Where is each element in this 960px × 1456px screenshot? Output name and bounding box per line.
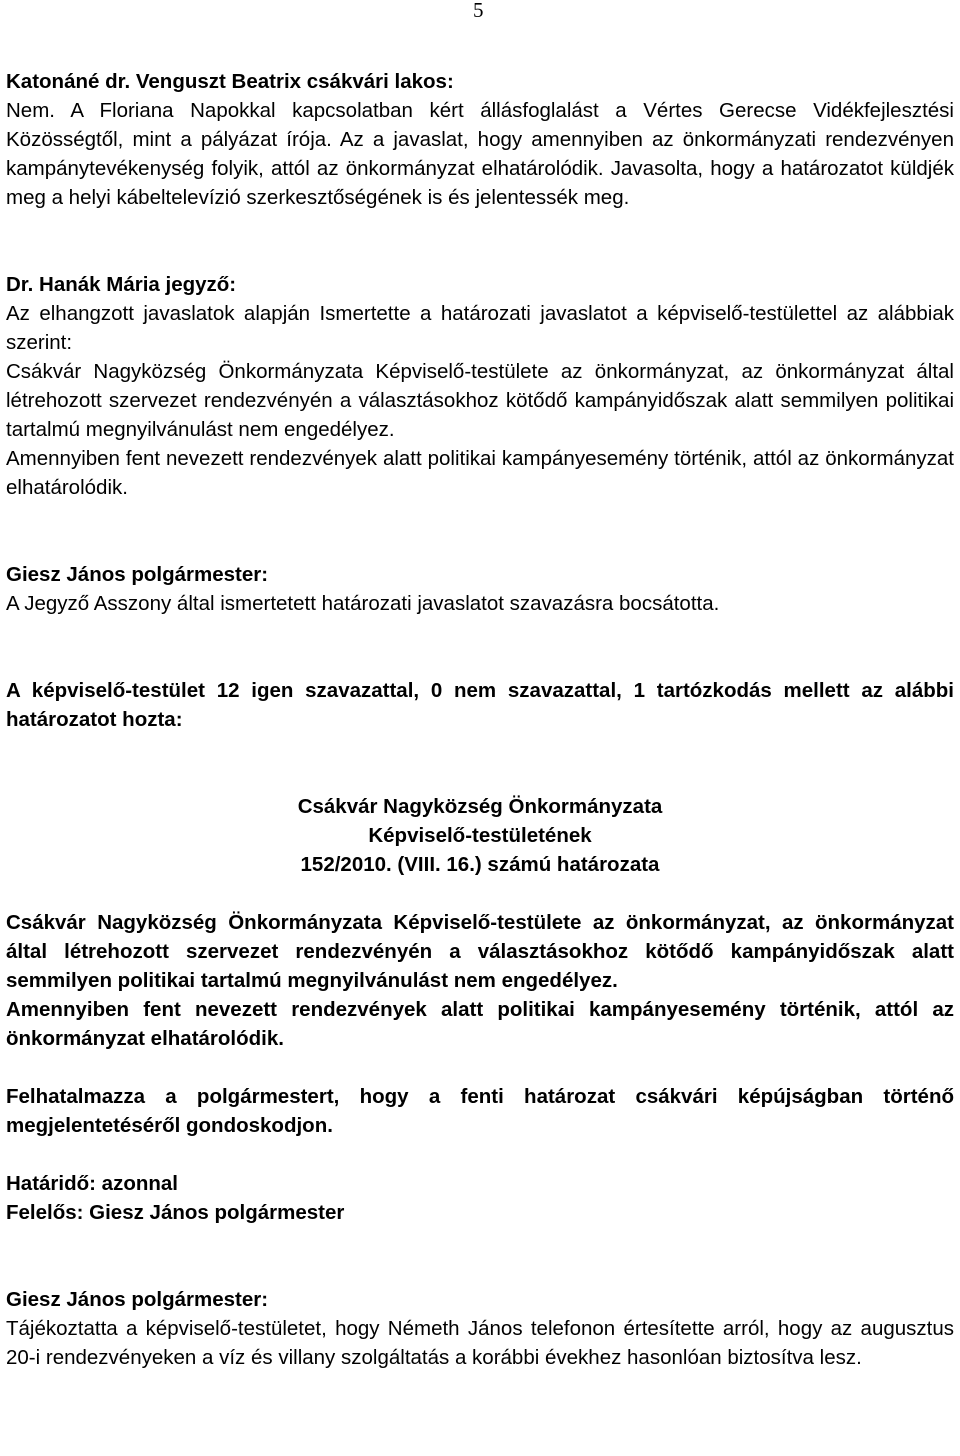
- resolution-deadline: Határidő: azonnal: [6, 1172, 178, 1195]
- resolution-paragraph: Amennyiben fent nevezett rendezvények alatt politikai kampányesemény történik, attól az önkormányzat elhatárolódik.: [6, 998, 954, 1050]
- page-number: 5: [473, 0, 484, 22]
- paragraph: Az elhangzott javaslatok alapján Ismertette a határozati javaslatot a képviselő-testülettel az alábbiak szerint:: [6, 302, 954, 354]
- section-giesz-1: [6, 560, 954, 618]
- resolution-responsible: Felelős: Giesz János polgármester: [6, 1201, 345, 1224]
- resolution-title-line: Képviselő-testületének: [368, 824, 592, 847]
- document-body: [6, 67, 954, 1372]
- speaker-heading: Giesz János polgármester:: [6, 563, 269, 586]
- paragraph: A Jegyző Asszony által ismertetett határozati javaslatot szavazásra bocsátotta.: [6, 592, 720, 615]
- resolution-paragraph: Csákvár Nagyközség Önkormányzata Képviselő-testülete az önkormányzat, az önkormányzat által létrehozott szervezet rendezvényén a választásokhoz kötődő kampányidőszak alatt semmilyen politikai tartalmú megnyilvánulást nem engedélyez.: [6, 911, 954, 992]
- section-katona: [6, 67, 954, 212]
- paragraph: Csákvár Nagyközség Önkormányzata Képviselő-testülete az önkormányzat, az önkormányzat által létrehozott szervezet rendezvényén a választásokhoz kötődő kampányidőszak alatt semmilyen politikai tartalmú megnyilvánulást nem engedélyez.: [6, 360, 954, 441]
- resolution-paragraph: Felhatalmazza a polgármestert, hogy a fenti határozat csákvári képújságban történő megjelentetéséről gondoskodjon.: [6, 1085, 954, 1137]
- section-hanak: [6, 270, 954, 502]
- paragraph: Nem. A Floriana Napokkal kapcsolatban kért állásfoglalást a Vértes Gerecse Vidékfejlesztési Közösségtől, mint a pályázat írója. Az a javaslat, hogy amennyiben az önkormányzati rendezvényen kampánytevékenység folyik, attól az önkormányzat elhatárolódik. Javasolta, hogy a határozatot küldjék meg a helyi kábeltelevízió szerkesztőségének is és jelentessék meg.: [6, 99, 954, 209]
- vote-statement: A képviselő-testület 12 igen szavazattal, 0 nem szavazattal, 1 tartózkodás mellett az alábbi határozatot hozta:: [6, 679, 954, 731]
- resolution-body: [6, 908, 954, 1227]
- resolution-title: [6, 792, 954, 879]
- paragraph: Amennyiben fent nevezett rendezvények alatt politikai kampányesemény történik, attól az önkormányzat elhatárolódik.: [6, 447, 954, 499]
- speaker-heading: Katonáné dr. Venguszt Beatrix csákvári lakos:: [6, 70, 454, 93]
- section-giesz-2: [6, 1285, 954, 1372]
- resolution-title-line: 152/2010. (VIII. 16.) számú határozata: [300, 853, 660, 876]
- section-vote: [6, 676, 954, 734]
- speaker-heading: Giesz János polgármester:: [6, 1288, 269, 1311]
- paragraph: Tájékoztatta a képviselő-testületet, hogy Németh János telefonon értesítette arról, hogy az augusztus 20-i rendezvényeken a víz és villany szolgáltatás a korábbi évekhez hasonlóan biztosítva lesz.: [6, 1317, 954, 1369]
- resolution-title-line: Csákvár Nagyközség Önkormányzata: [297, 795, 663, 818]
- speaker-heading: Dr. Hanák Mária jegyző:: [6, 273, 237, 296]
